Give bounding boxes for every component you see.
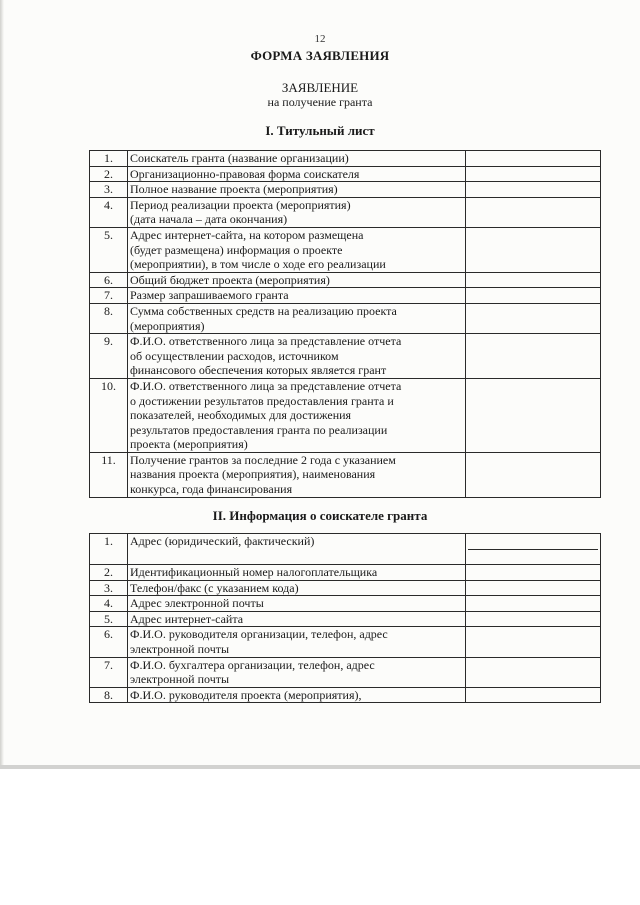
row-number: 2. xyxy=(90,166,128,182)
row-number: 5. xyxy=(90,611,128,627)
row-value-field[interactable] xyxy=(466,288,601,304)
row-value-field[interactable] xyxy=(466,151,601,167)
row-value-field[interactable] xyxy=(466,657,601,687)
table-row xyxy=(90,288,601,304)
row-label: Адрес (юридический, фактический) xyxy=(128,534,466,565)
row-value-field[interactable] xyxy=(466,166,601,182)
table-row xyxy=(90,197,601,227)
row-value-field[interactable] xyxy=(466,452,601,497)
legal-address-field[interactable] xyxy=(468,534,598,549)
row-value-field[interactable] xyxy=(466,534,601,565)
row-number: 8. xyxy=(90,303,128,333)
row-value-field[interactable] xyxy=(466,611,601,627)
table-row xyxy=(90,596,601,612)
row-label: Ф.И.О. ответственного лица за представление отчета о достижении результатов предоставления гранта и показателей, необходимых для достижения результатов предоставления гранта по реализации проекта (мероприятия) xyxy=(128,378,466,452)
row-value-field[interactable] xyxy=(466,197,601,227)
row-label: Адрес интернет-сайта xyxy=(128,611,466,627)
actual-address-field[interactable] xyxy=(468,549,598,565)
title-page-table xyxy=(89,150,601,498)
row-value-field[interactable] xyxy=(466,182,601,198)
table-row xyxy=(90,378,601,452)
row-value-field[interactable] xyxy=(466,227,601,272)
row-label: Полное название проекта (мероприятия) xyxy=(128,182,466,198)
row-number: 4. xyxy=(90,197,128,227)
row-number: 1. xyxy=(90,151,128,167)
statement-title: ЗАЯВЛЕНИЕ xyxy=(281,80,359,95)
row-value-field[interactable] xyxy=(466,580,601,596)
row-number: 3. xyxy=(90,580,128,596)
page-number: 12 xyxy=(314,33,326,45)
row-number: 8. xyxy=(90,687,128,703)
table-row xyxy=(90,334,601,379)
row-value-field[interactable] xyxy=(466,303,601,333)
row-label: Соискатель гранта (название организации) xyxy=(128,151,466,167)
row-value-field[interactable] xyxy=(466,272,601,288)
row-number: 3. xyxy=(90,182,128,198)
row-number: 6. xyxy=(90,627,128,657)
scan-bottom-edge xyxy=(0,765,640,769)
row-label: Получение грантов за последние 2 года с указанием названия проекта (мероприятия), наименования конкурса, года финансирования xyxy=(128,452,466,497)
row-label: Общий бюджет проекта (мероприятия) xyxy=(128,272,466,288)
table-row xyxy=(90,534,601,565)
row-number: 7. xyxy=(90,657,128,687)
scan-left-edge xyxy=(0,0,4,768)
table-row xyxy=(90,565,601,581)
row-number: 5. xyxy=(90,227,128,272)
row-label: Размер запрашиваемого гранта xyxy=(128,288,466,304)
row-label: Ф.И.О. руководителя проекта (мероприятия), xyxy=(128,687,466,703)
row-value-field[interactable] xyxy=(466,378,601,452)
row-label: Ф.И.О. бухгалтера организации, телефон, адрес электронной почты xyxy=(128,657,466,687)
row-label: Ф.И.О. руководителя организации, телефон, адрес электронной почты xyxy=(128,627,466,657)
table-row xyxy=(90,272,601,288)
row-value-field[interactable] xyxy=(466,596,601,612)
row-value-field[interactable] xyxy=(466,334,601,379)
row-number: 10. xyxy=(90,378,128,452)
row-number: 7. xyxy=(90,288,128,304)
applicant-info-table xyxy=(89,533,601,703)
statement-subtitle: на получение гранта xyxy=(267,95,373,109)
table-row xyxy=(90,166,601,182)
row-label: Адрес интернет-сайта, на котором размещена (будет размещена) информация о проекте (мероприятии), в том числе о ходе его реализации xyxy=(128,227,466,272)
row-number: 2. xyxy=(90,565,128,581)
section-title-applicant-info: II. Информация о соискателе гранта xyxy=(212,508,428,523)
row-label: Телефон/факс (с указанием кода) xyxy=(128,580,466,596)
row-number: 9. xyxy=(90,334,128,379)
row-value-field[interactable] xyxy=(466,687,601,703)
table-row xyxy=(90,303,601,333)
table-row xyxy=(90,580,601,596)
row-label: Организационно-правовая форма соискателя xyxy=(128,166,466,182)
table-row xyxy=(90,227,601,272)
section-title-title-page: I. Титульный лист xyxy=(265,123,375,138)
row-value-field[interactable] xyxy=(466,565,601,581)
row-label: Ф.И.О. ответственного лица за представление отчета об осуществлении расходов, источником финансового обеспечения которых является грант xyxy=(128,334,466,379)
row-number: 1. xyxy=(90,534,128,565)
table-row xyxy=(90,657,601,687)
table-row xyxy=(90,611,601,627)
row-label: Период реализации проекта (мероприятия) (дата начала – дата окончания) xyxy=(128,197,466,227)
row-value-field[interactable] xyxy=(466,627,601,657)
table-row xyxy=(90,151,601,167)
row-number: 4. xyxy=(90,596,128,612)
form-title: ФОРМА ЗАЯВЛЕНИЯ xyxy=(250,48,390,63)
table-row xyxy=(90,687,601,703)
table-row xyxy=(90,182,601,198)
row-label: Сумма собственных средств на реализацию проекта (мероприятия) xyxy=(128,303,466,333)
table-row xyxy=(90,452,601,497)
table-row xyxy=(90,627,601,657)
row-label: Идентификационный номер налогоплательщика xyxy=(128,565,466,581)
row-label: Адрес электронной почты xyxy=(128,596,466,612)
row-number: 11. xyxy=(90,452,128,497)
row-number: 6. xyxy=(90,272,128,288)
